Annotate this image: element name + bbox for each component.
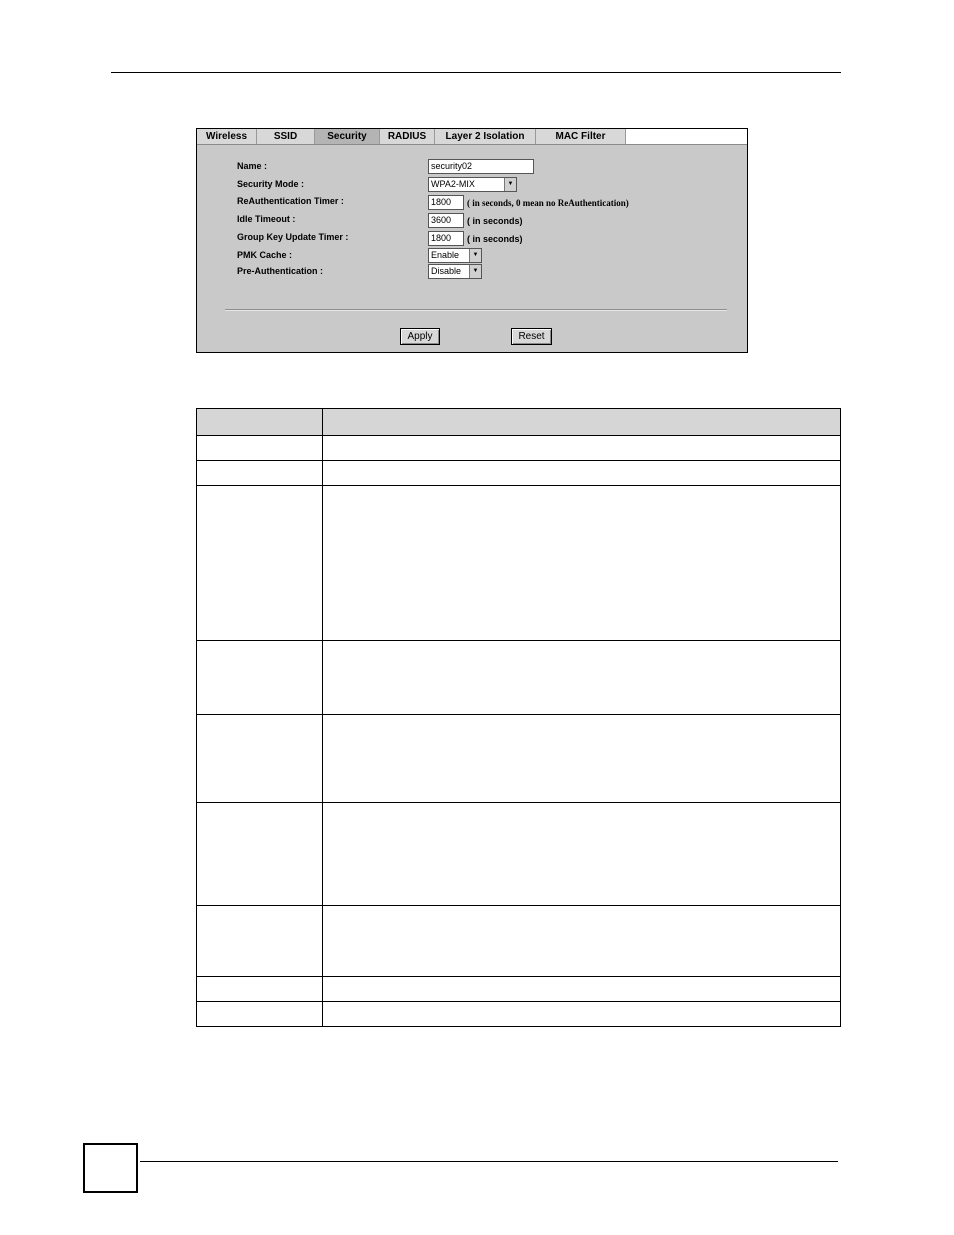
table-row [197,803,841,906]
table-row [197,486,841,641]
pmk-cache-value: Enable [431,250,460,260]
tab-radius[interactable]: RADIUS [380,129,435,144]
table-row [197,1002,841,1027]
table-row [197,977,841,1002]
apply-button[interactable]: Apply [400,328,440,345]
name-label: Name : [237,161,268,171]
table-row [197,906,841,977]
table-row [197,461,841,486]
tab-mac-filter[interactable]: MAC Filter [536,129,626,144]
header-cell-label [197,409,323,436]
group-key-timer-hint: ( in seconds) [467,234,523,244]
reset-button[interactable]: Reset [511,328,552,345]
idle-timeout-input[interactable]: 3600 [428,213,464,228]
security-settings-panel [196,128,748,353]
tab-ssid[interactable]: SSID [257,129,315,144]
group-key-timer-input[interactable]: 1800 [428,231,464,246]
reauth-timer-hint: ( in seconds, 0 mean no ReAuthentication) [467,198,629,208]
reauth-timer-input[interactable]: 1800 [428,195,464,210]
security-mode-label: Security Mode : [237,179,305,189]
chevron-down-icon[interactable]: ▼ [469,249,481,262]
header-cell-description [323,409,841,436]
table-row [197,436,841,461]
panel-divider [225,309,727,311]
tab-security[interactable]: Security [315,129,380,144]
tab-layer2-isolation[interactable]: Layer 2 Isolation [435,129,536,144]
pre-auth-label: Pre-Authentication : [237,266,324,276]
tab-wireless[interactable]: Wireless [197,129,257,144]
page-number-box [83,1143,138,1193]
group-key-timer-label: Group Key Update Timer : [237,232,349,242]
idle-timeout-label: Idle Timeout : [237,214,296,224]
pmk-cache-select[interactable] [428,248,482,263]
chevron-down-icon[interactable]: ▼ [504,178,516,191]
security-mode-select[interactable] [428,177,517,192]
table-row [197,641,841,715]
security-mode-value: WPA2-MIX [431,179,475,189]
name-input[interactable]: security02 [428,159,534,174]
pre-auth-select[interactable] [428,264,482,279]
pmk-cache-label: PMK Cache : [237,250,293,260]
table-header-row [197,409,841,436]
pre-auth-value: Disable [431,266,462,276]
table-row [197,715,841,803]
idle-timeout-hint: ( in seconds) [467,216,523,226]
reauth-timer-label: ReAuthentication Timer : [237,196,344,206]
description-table [196,408,841,1027]
chevron-down-icon[interactable]: ▼ [469,265,481,278]
footer-rule [140,1161,838,1162]
header-rule [111,72,841,73]
tab-bar [197,129,747,145]
